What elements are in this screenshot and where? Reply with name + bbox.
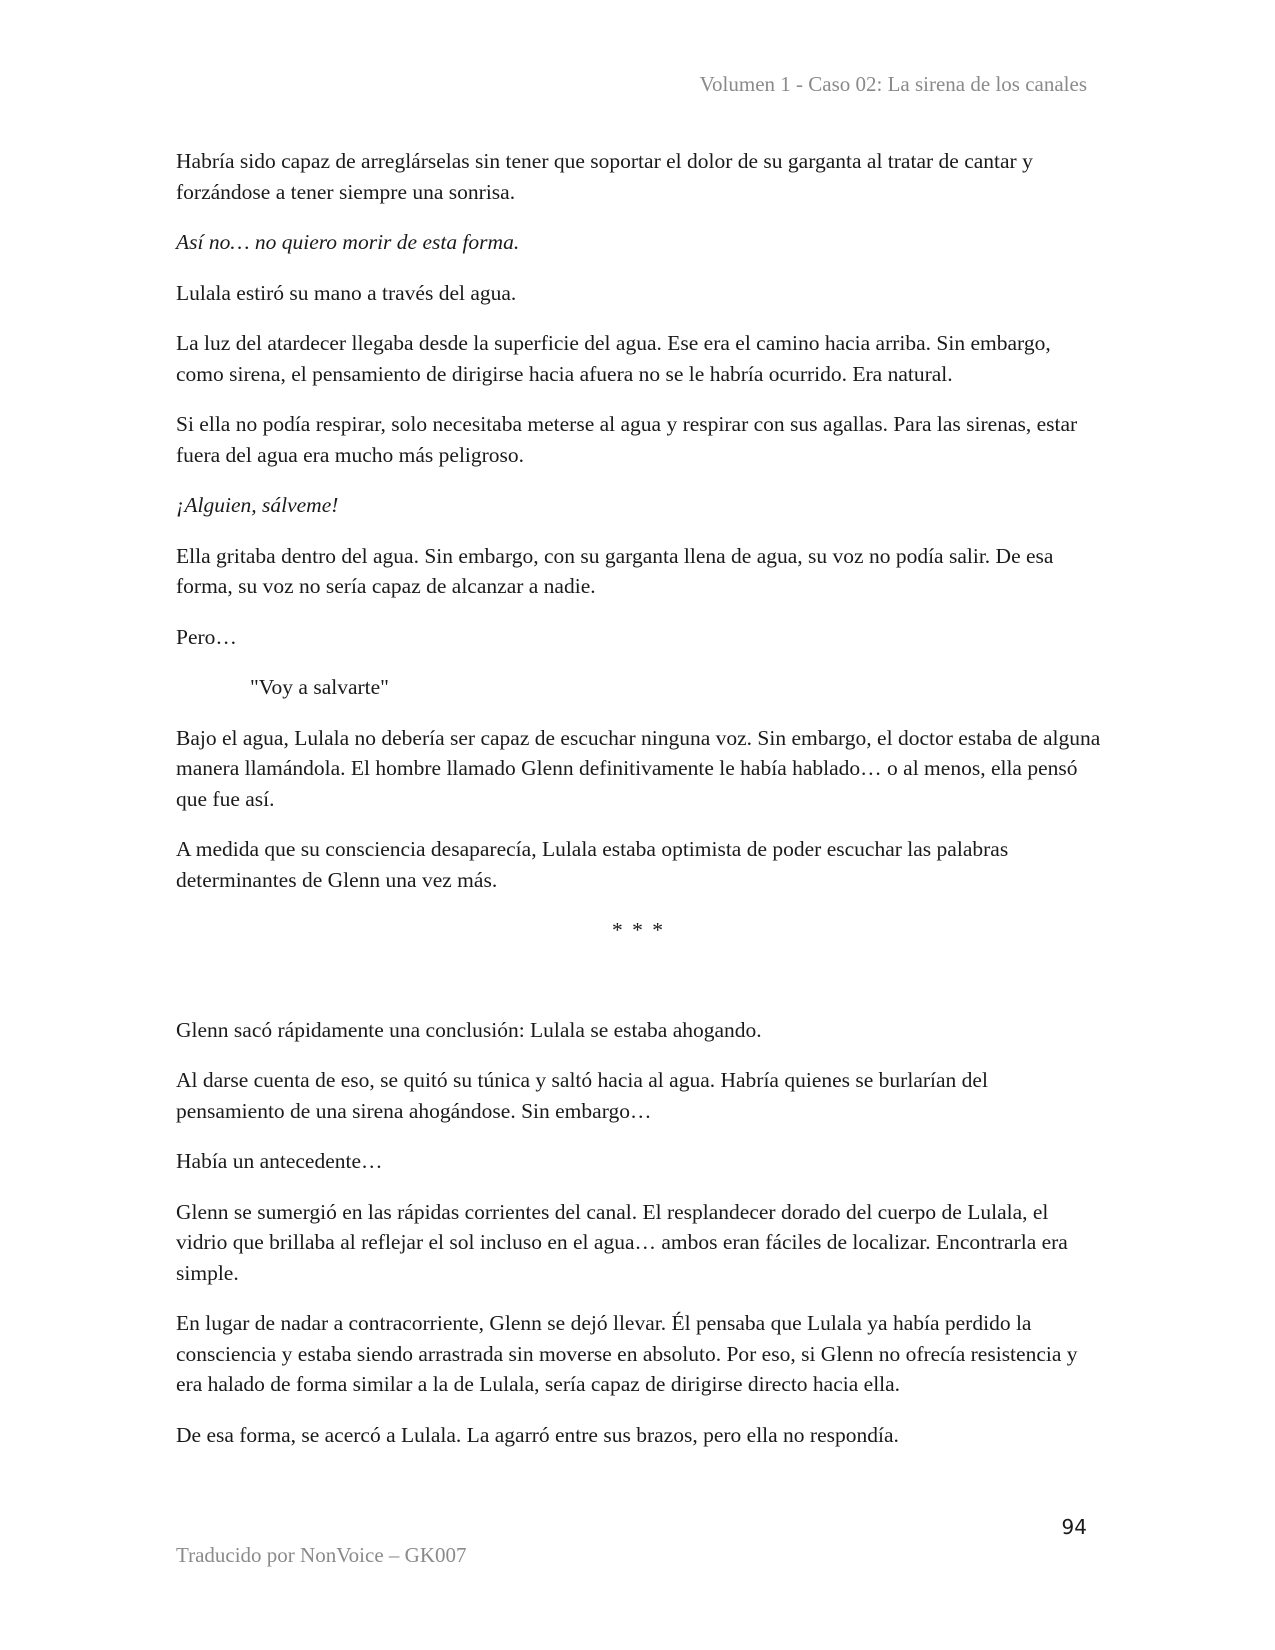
paragraph: Habría sido capaz de arreglárselas sin tener que soportar el dolor de su garganta al tratar de cantar y forzándose a tener siempre una sonrisa. [176,149,1033,204]
thought-italic: ¡Alguien, sálveme! [176,493,339,517]
scene-separator: * * * [612,918,665,942]
paragraph: Glenn sacó rápidamente una conclusión: Lulala se estaba ahogando. [176,1017,762,1042]
running-header: Volumen 1 - Caso 02: La sirena de los canales [699,72,1087,96]
paragraph: A medida que su consciencia desaparecía, Lulala estaba optimista de poder escuchar las palabras determinantes de Glenn una vez más. [176,837,1009,892]
thought-italic: Así no… no quiero morir de esta forma. [176,230,520,254]
body-text [176,146,1101,1470]
paragraph: Al darse cuenta de eso, se quitó su túnica y saltó hacia al agua. Habría quienes se burlarían del pensamiento de una sirena ahogándose. Sin embargo… [176,1068,988,1123]
page-number: 94 [1061,1515,1087,1539]
paragraph: Lulala estiró su mano a través del agua. [176,280,517,305]
paragraph: De esa forma, se acercó a Lulala. La agarró entre sus brazos, pero ella no respondía. [176,1422,899,1447]
paragraph: Había un antecedente… [176,1149,383,1173]
paragraph: Ella gritaba dentro del agua. Sin embargo, con su garganta llena de agua, su voz no podía salir. De esa forma, su voz no sería capaz de alcanzar a nadie. [176,543,1054,598]
footer-credit: Traducido por NonVoice – GK007 [176,1543,467,1567]
paragraph: En lugar de nadar a contracorriente, Glenn se dejó llevar. Él pensaba que Lulala ya había perdido la consciencia y estaba siendo arrastrada sin moverse en absoluto. Por eso, si Glenn no ofrecía resistencia y era halado de forma similar a la de Lulala, sería capaz de dirigirse directo hacia ella. [176,1311,1078,1396]
paragraph: Bajo el agua, Lulala no debería ser capaz de escuchar ninguna voz. Sin embargo, el doctor estaba de alguna manera llamándola. El hombre llamado Glenn definitivamente le había hablado… o al menos, ella pensó que fue así. [176,725,1101,811]
paragraph: Si ella no podía respirar, solo necesitaba meterse al agua y respirar con sus agallas. Para las sirenas, estar fuera del agua era mucho más peligroso. [176,412,1078,467]
dialogue-line: "Voy a salvarte" [250,675,389,699]
paragraph: Pero… [176,624,237,649]
paragraph: Glenn se sumergió en las rápidas corrientes del canal. El resplandecer dorado del cuerpo de Lulala, el vidrio que brillaba al reflejar el sol incluso en el agua… ambos eran fáciles de localizar. Encontrarla era simple. [176,1199,1068,1285]
paragraph: La luz del atardecer llegaba desde la superficie del agua. Ese era el camino hacia arriba. Sin embargo, como sirena, el pensamiento de dirigirse hacia afuera no se le habría ocurrido. Era natural. [176,331,1051,386]
